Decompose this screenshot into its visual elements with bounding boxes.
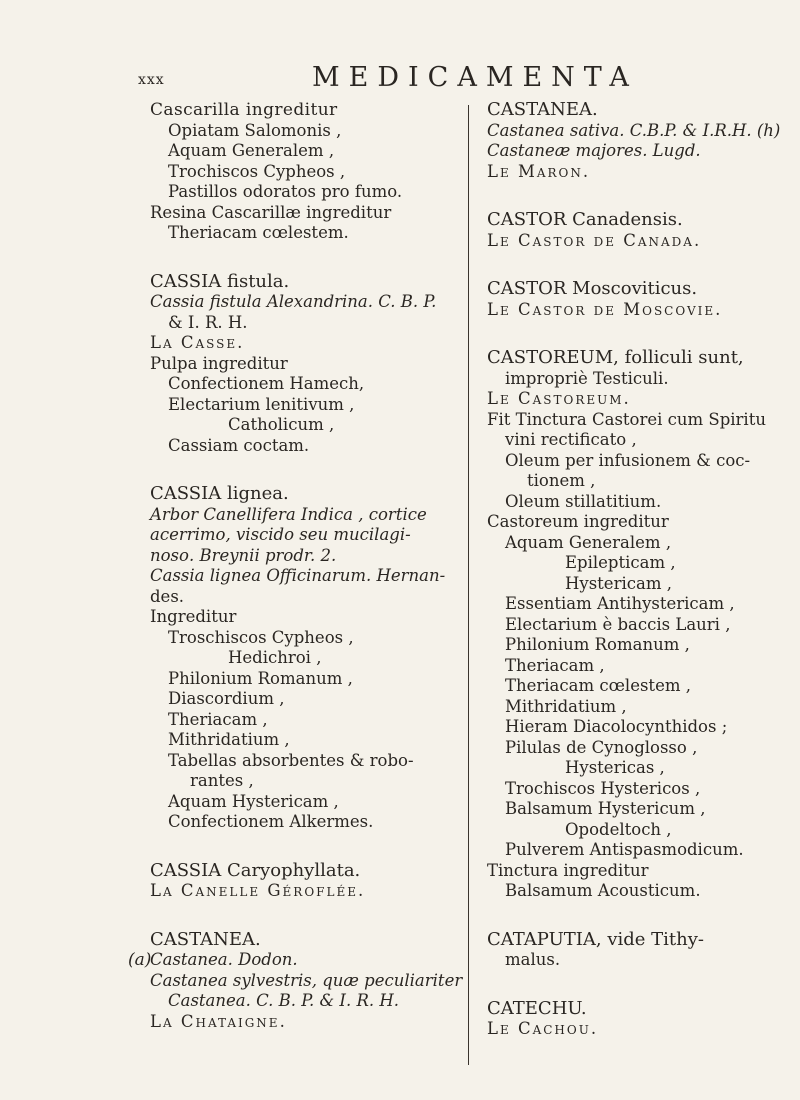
line-text: La Casse. [150,333,245,352]
line-text: Confectionem Hamech, [168,374,365,393]
line-text: Cassia fistula Alexandrina. C. B. P. [150,292,437,311]
page-header [0,62,800,96]
line-text: rantes , [190,771,254,790]
entry-line [487,840,797,861]
entry-line [150,182,480,203]
entry-line [150,121,480,142]
entry-line [487,717,797,738]
dictionary-entry [487,210,797,251]
line-text: Electarium lenitivum , [168,394,355,414]
entry-line [487,635,797,656]
entry-line [150,566,480,587]
line-text: Le Castoreum. [487,389,631,408]
entry-line [150,971,480,992]
line-text: Pastillos odoratos pro fumo. [168,182,403,201]
line-text: Oleum per infusionem & coc- [505,450,751,470]
line-text: Pilulas de Cynoglosso , [505,737,698,757]
entry-line [150,203,480,224]
entry-line [487,533,797,554]
line-text: Castanea. C. B. P. & I. R. H. [168,991,399,1010]
line-text: Castanea sativa. C.B.P. & I.R.H. (h) [487,120,781,140]
line-text: CASSIA lignea. [150,483,289,504]
line-text: Philonium Romanum , [505,635,690,654]
entry-line [150,141,480,162]
entry-line [487,574,797,595]
line-text: Ingreditur [150,607,237,626]
entry-line [487,779,797,800]
entry-line [487,881,797,902]
line-text: Tinctura ingreditur [487,860,649,880]
entry-line [487,758,797,779]
entry-line [487,676,797,697]
entry-line [487,162,797,183]
line-text: Pulpa ingreditur [150,353,288,373]
line-text: Aquam Generalem , [168,141,335,160]
entry-line [150,436,480,457]
line-text: CATAPUTIA, vide Tithy- [487,928,704,950]
line-text: Essentiam Antihystericam , [505,594,735,613]
entry-line [487,231,797,252]
line-text: Opiatam Salomonis , [168,120,342,140]
line-text: Cassia lignea Officinarum. Hernan- [150,566,446,585]
entry-line [150,354,480,375]
entry-headword [150,272,480,293]
line-text: acerrimo, viscido seu mucilagi- [150,525,411,544]
line-text: CASTANEA. [150,928,261,950]
entry-headword [150,484,480,505]
running-title: MEDICAMENTA [312,62,638,93]
line-text: Castaneæ majores. Lugd. [487,141,701,160]
dictionary-entry [150,100,480,244]
line-text: tionem , [527,471,596,490]
line-text: Castanea. Dodon. [150,950,298,969]
line-text: Opodeltoch , [565,819,672,839]
entry-line [487,820,797,841]
entry-line [150,771,480,792]
line-text: Aquam Generalem , [505,532,672,552]
line-text: Confectionem Alkermes. [168,812,374,831]
line-text: Tabellas absorbentes & robo- [168,750,414,770]
line-text: Fit Tinctura Castorei cum Spiritu [487,409,766,429]
entry-line [487,369,797,390]
line-text: nosо. Breynii prodr. 2. [150,545,337,565]
entry-line [150,648,480,669]
line-text: CASSIA fistula. [150,270,290,292]
line-text: Theriacam cœlestem , [505,676,691,695]
entry-line [150,710,480,731]
line-text: Aquam Hystericam , [168,791,339,811]
margin-note: (a) [128,950,152,970]
dictionary-entry [487,348,797,902]
entry-line [150,546,480,567]
entry-line [150,292,480,313]
line-text: Theriacam , [505,655,605,675]
line-text: vini rectificato , [505,430,637,449]
entry-headword [487,279,797,300]
entry-headword [150,861,480,882]
line-text: Philonium Romanum , [168,668,353,688]
entry-line [150,333,480,354]
entry-line [150,162,480,183]
entry-line [150,991,480,1012]
entry-headword [487,999,797,1020]
line-text: Cassiam coctam. [168,435,310,455]
entry-line [487,389,797,410]
line-text: CASTOR Moscoviticus. [487,278,698,299]
entry-line [150,505,480,526]
entry-line [487,697,797,718]
line-text: La Canelle Géroflée. [150,881,366,900]
entry-line [150,812,480,833]
line-text: La Chataigne. [150,1011,287,1031]
entry-line [150,792,480,813]
dictionary-entry [487,100,797,182]
line-text: Electarium è baccis Lauri , [505,614,731,634]
line-text: Mithridatium , [505,696,627,716]
line-text: Hystericas , [565,758,665,777]
line-text: Trochiscos Cypheos , [168,161,346,181]
dictionary-entry [150,484,480,833]
line-text: malus. [505,950,561,969]
line-text: Balsamum Acousticum. [505,881,701,900]
line-text: Theriacam , [168,709,268,729]
line-text: Troschiscos Cypheos , [168,627,354,647]
entry-line [150,628,480,649]
entry-line [487,861,797,882]
dictionary-entry [487,930,797,971]
entry-line [487,430,797,451]
entry-headword [487,210,797,231]
entry-line [487,300,797,321]
entry-line [487,512,797,533]
entry-line [487,738,797,759]
line-text: Le Maron. [487,161,591,181]
entry-line [487,656,797,677]
line-text: des. [150,586,185,606]
line-text: Epilepticam , [565,553,676,572]
line-text: Hieram Diacolocynthidos ; [505,717,728,736]
line-text: Le Castor de Canada. [487,230,702,250]
entry-line [150,525,480,546]
entry-line [487,553,797,574]
entry-line [487,1019,797,1040]
entry-line [487,471,797,492]
entry-line [150,751,480,772]
entry-line [150,607,480,628]
entry-line [150,881,480,902]
entry-headword [150,930,480,951]
line-text: Hystericam , [565,573,672,593]
entry-line [128,950,480,971]
entry-line [150,374,480,395]
line-text: Castoreum ingreditur [487,512,669,531]
entry-line [150,730,480,751]
line-text: Hedichroi , [228,648,322,667]
entry-line [487,492,797,513]
entry-line [487,121,797,142]
dictionary-entry [128,928,480,1033]
line-text: Le Castor de Moscovie. [487,299,723,319]
entry-line [150,223,480,244]
entry-line [150,669,480,690]
line-text: Catholicum , [228,415,335,434]
line-text: Le Cachou. [487,1019,599,1038]
line-text: CASTOR Canadensis. [487,209,683,230]
line-text: Arbor Canellifera Indica , cortice [150,504,427,524]
dictionary-entry [487,279,797,320]
line-text: Theriacam cœlestem. [168,223,349,242]
line-text: Resina Cascarillæ ingreditur [150,202,392,222]
entry-headword [150,100,480,121]
line-text: Balsamum Hystericum , [505,799,706,818]
line-text: CASTOREUM, folliculi sunt, [487,347,744,368]
entry-line [487,451,797,472]
entry-headword [487,930,797,951]
line-text: CATECHU. [487,997,587,1019]
line-text: Oleum stillatitium. [505,491,662,511]
page-number: xxx [138,72,165,88]
entry-line [150,415,480,436]
dictionary-entry [150,861,480,902]
line-text: Mithridatium , [168,730,290,749]
line-text: Trochiscos Hystericos , [505,778,701,798]
left-column [128,100,480,1032]
line-text: impropriè Testiculi. [505,368,669,388]
line-text: & I. R. H. [168,312,248,332]
entry-line [487,594,797,615]
line-text: Diascordium , [168,689,285,708]
entry-line [487,141,797,162]
entry-headword [487,348,797,369]
entry-line [150,587,480,608]
line-text: Castanea sylvestris, quæ peculiariter [150,970,463,990]
line-text: Cascarilla ingreditur [150,100,338,120]
entry-line [487,950,797,971]
entry-line [150,313,480,334]
entry-line [150,689,480,710]
right-column [487,100,797,1040]
entry-line [487,799,797,820]
line-text: Pulverem Antispasmodicum. [505,840,744,859]
entry-headword [487,100,797,121]
line-text: CASTANEA. [487,99,598,120]
dictionary-entry [150,272,480,457]
entry-line [487,410,797,431]
entry-line [487,615,797,636]
dictionary-entry [487,999,797,1040]
line-text: CASSIA Caryophyllata. [150,859,361,881]
entry-line [150,395,480,416]
entry-line [150,1012,480,1033]
